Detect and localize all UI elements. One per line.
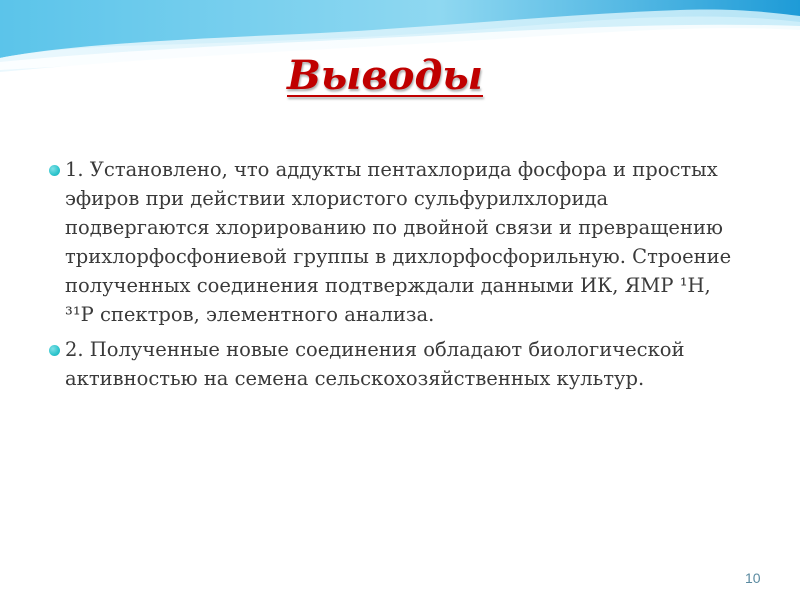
slide-title: Выводы — [287, 52, 483, 99]
conclusion-item — [45, 155, 745, 329]
conclusions-list — [45, 155, 745, 393]
conclusion-text: 1. Установлено, что аддукты пентахлорида фосфора и простых эфиров при действии хлористого сульфурилхлорида подвергаются хлорированию по двойной связи и превращению трихлорфосфониевой группы в дихлорфосфорильную. Строение полученных соединения подтверждали данными ИК, ЯМР ¹Н, ³¹P спектров, элементного анализа. — [65, 158, 732, 326]
bullet-icon — [49, 165, 60, 176]
page-number: 10 — [745, 570, 761, 586]
conclusion-text: 2. Полученные новые соединения обладают биологической активностью на семена сельскохозяйственных культур. — [65, 338, 685, 390]
conclusion-item — [45, 335, 745, 393]
bullet-icon — [49, 345, 60, 356]
